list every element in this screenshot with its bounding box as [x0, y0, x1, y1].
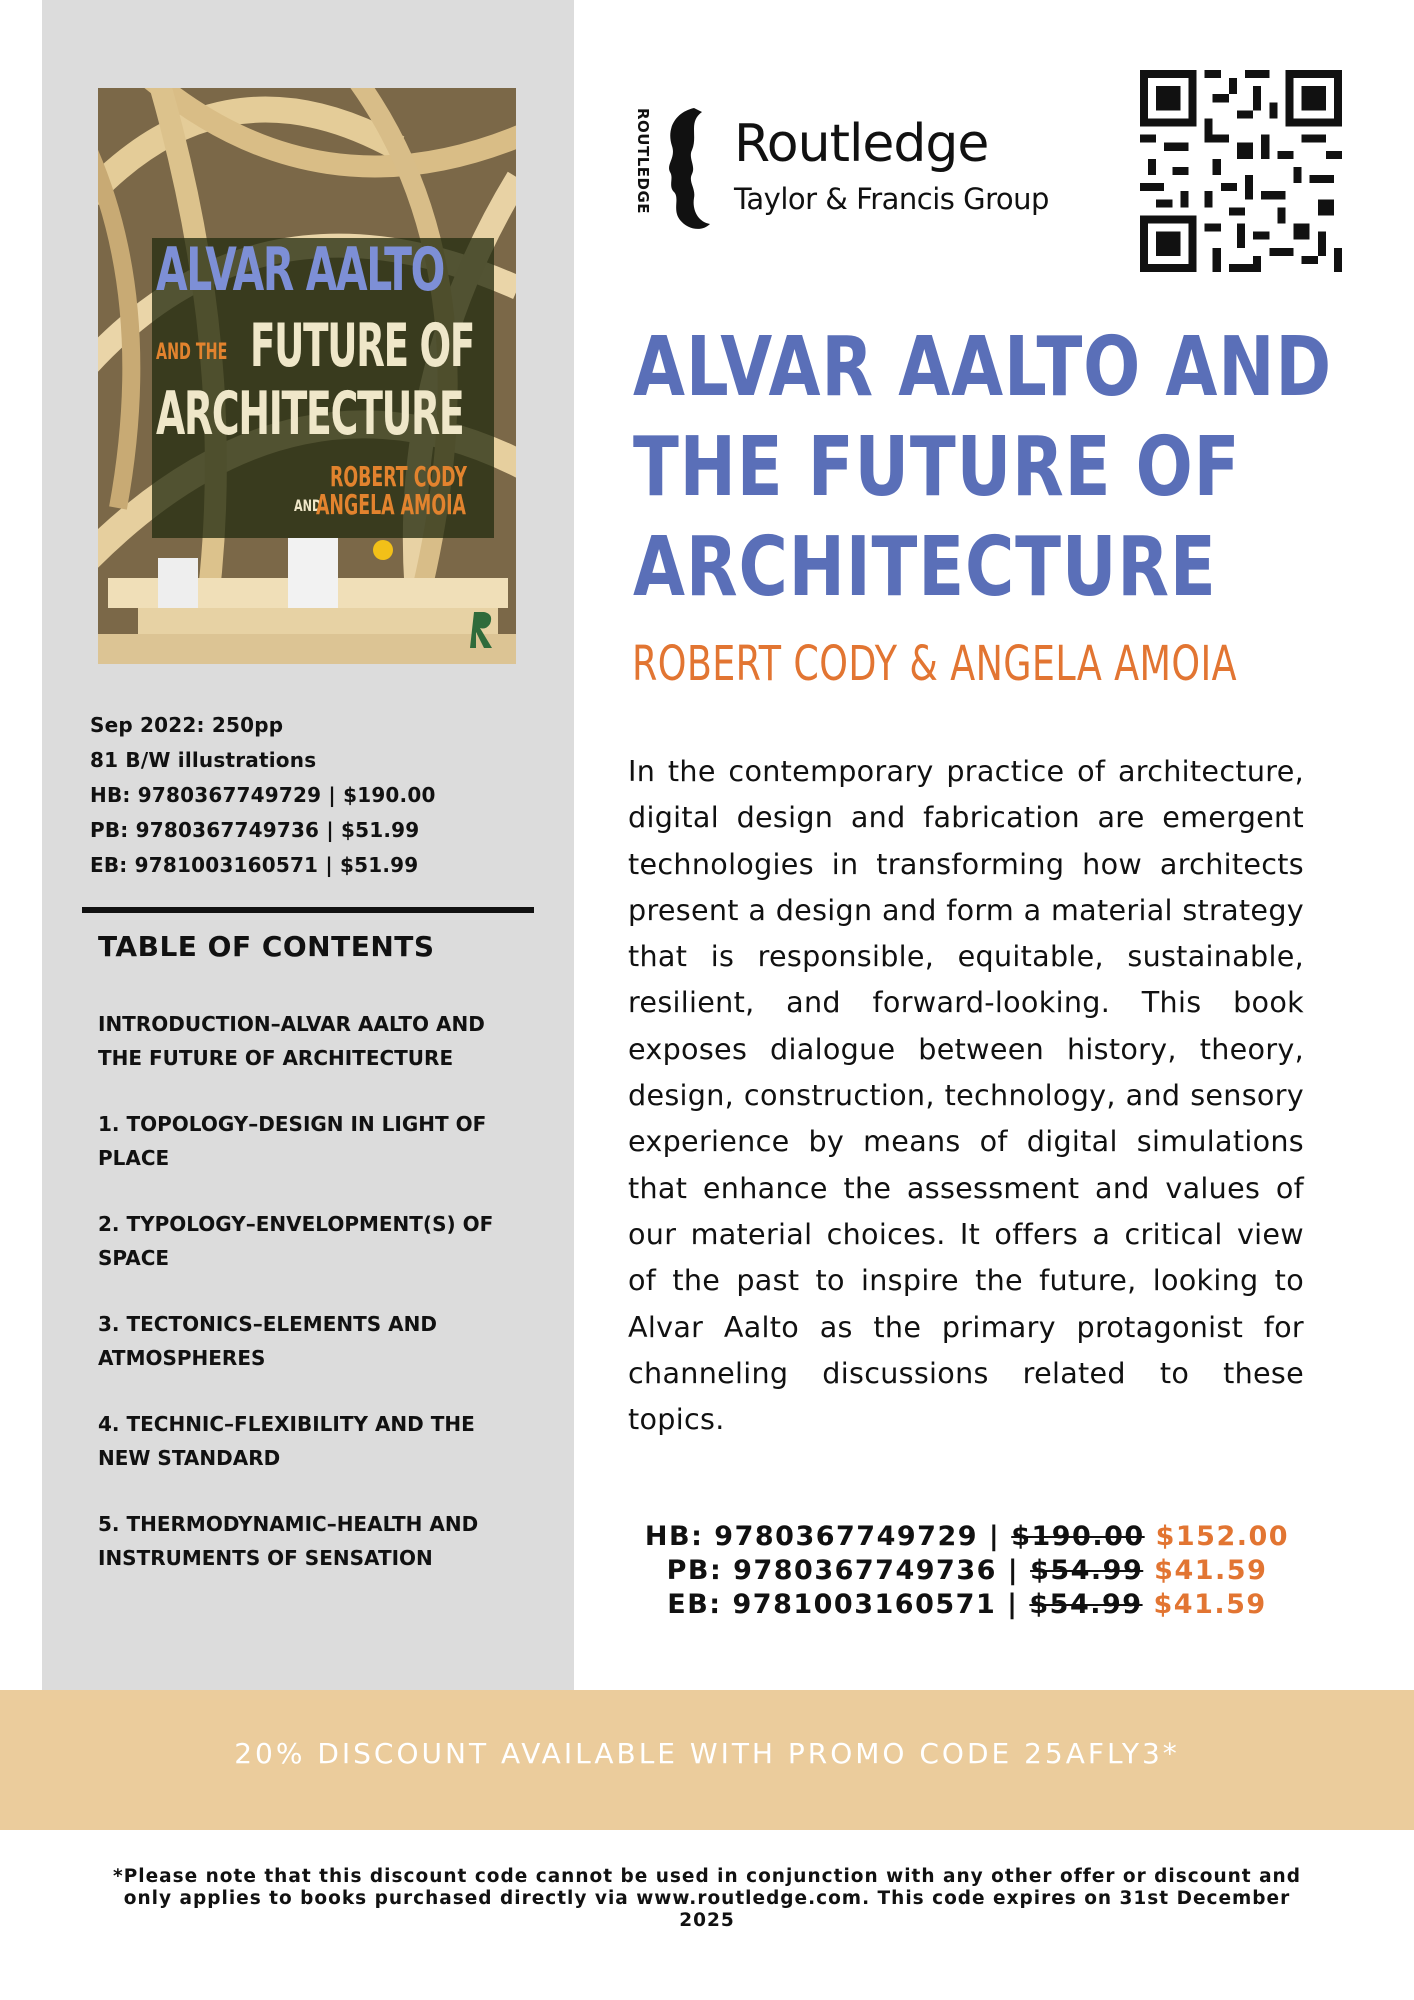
toc-item: 4. TECHNIC–FLEXIBILITY AND THE NEW STANDARD: [98, 1412, 475, 1470]
spec-date-pages: Sep 2022: 250pp: [90, 713, 284, 737]
cover-publisher-logo-icon: [468, 608, 498, 652]
promo-banner-text: 20% DISCOUNT AVAILABLE WITH PROMO CODE 25AFLY3*: [234, 1737, 1180, 1770]
discount-price: $41.59: [1153, 1589, 1267, 1620]
toc-item: 2. TYPOLOGY–ENVELOPMENT(S) OF SPACE: [98, 1212, 494, 1270]
publisher-vertical-label: ROUTLEDGE: [634, 108, 652, 215]
old-price: $54.99: [1030, 1555, 1144, 1586]
price-row-hardback: [560, 1520, 1374, 1554]
price-label: EB: 9781003160571 |: [667, 1589, 1030, 1620]
book-title-line2: THE FUTURE OF: [633, 420, 1241, 515]
cover-author-1: ROBERT CODY: [330, 460, 467, 493]
price-label: HB: 9780367749729 |: [644, 1521, 1012, 1552]
discount-price: $152.00: [1155, 1521, 1290, 1552]
old-price: $54.99: [1029, 1589, 1143, 1620]
book-title-line3: ARCHITECTURE: [633, 520, 1217, 615]
price-row-paperback: [560, 1554, 1374, 1588]
toc-item: INTRODUCTION–ALVAR AALTO AND THE FUTURE OF ARCHITECTURE: [98, 1012, 485, 1070]
toc-item: 5. THERMODYNAMIC–HEALTH AND INSTRUMENTS OF SENSATION: [98, 1512, 479, 1570]
toc-list: [98, 1008, 518, 1608]
cover-title-line1: ALVAR AALTO: [156, 235, 444, 305]
spec-paperback: PB: 9780367749736 | $51.99: [90, 818, 420, 842]
discount-terms-note: *Please note that this discount code cannot be used in conjunction with any other offer or discount and only applies to books purchased directly via www.routledge.com. This code expires on 31st December 2025: [113, 1866, 1301, 1931]
discount-price: $41.59: [1154, 1555, 1268, 1586]
routledge-face-logo-icon: [658, 106, 716, 234]
book-specs: [90, 708, 436, 883]
cover-title-and-the: AND THE: [156, 340, 228, 365]
book-title-line1: ALVAR AALTO AND: [633, 320, 1332, 415]
book-authors: ROBERT CODY & ANGELA AMOIA: [632, 636, 1237, 692]
publisher-name: Routledge: [734, 114, 989, 174]
cover-title-line3: ARCHITECTURE: [156, 379, 464, 449]
cover-author-and: AND: [294, 496, 322, 515]
cover-author-2: ANGELA AMOIA: [316, 488, 466, 521]
spec-illustrations: 81 B/W illustrations: [90, 748, 317, 772]
sidebar-divider: [82, 907, 534, 913]
book-description: In the contemporary practice of architecture, digital design and fabrication are emergent technologies in transforming how architects present a design and form a material strategy that is responsible, equitable, sustainable, resilient, and forward-looking. This book exposes dialogue between history, theory, design, construction, technology, and sensory experience by means of digital simulations that enhance the assessment and values of our material choices. It offers a critical view of the past to inspire the future, looking to Alvar Aalto as the primary protagonist for channeling discussions related to these topics.: [628, 754, 1304, 1437]
price-label: PB: 9780367749736 |: [666, 1555, 1031, 1586]
toc-item: 3. TECTONICS–ELEMENTS AND ATMOSPHERES: [98, 1312, 437, 1370]
price-list: [560, 1520, 1374, 1622]
book-cover-image: [98, 88, 516, 664]
cover-title-line2: FUTURE OF: [250, 311, 475, 381]
book-title: [633, 318, 1332, 618]
old-price: $190.00: [1011, 1521, 1145, 1552]
spec-hardback: HB: 9780367749729 | $190.00: [90, 783, 436, 807]
price-row-ebook: [560, 1588, 1374, 1622]
qr-code-icon[interactable]: [1140, 70, 1342, 272]
toc-item: 1. TOPOLOGY–DESIGN IN LIGHT OF PLACE: [98, 1112, 487, 1170]
publisher-group: Taylor & Francis Group: [734, 182, 1049, 216]
spec-ebook: EB: 9781003160571 | $51.99: [90, 853, 419, 877]
toc-heading: TABLE OF CONTENTS: [98, 930, 435, 963]
